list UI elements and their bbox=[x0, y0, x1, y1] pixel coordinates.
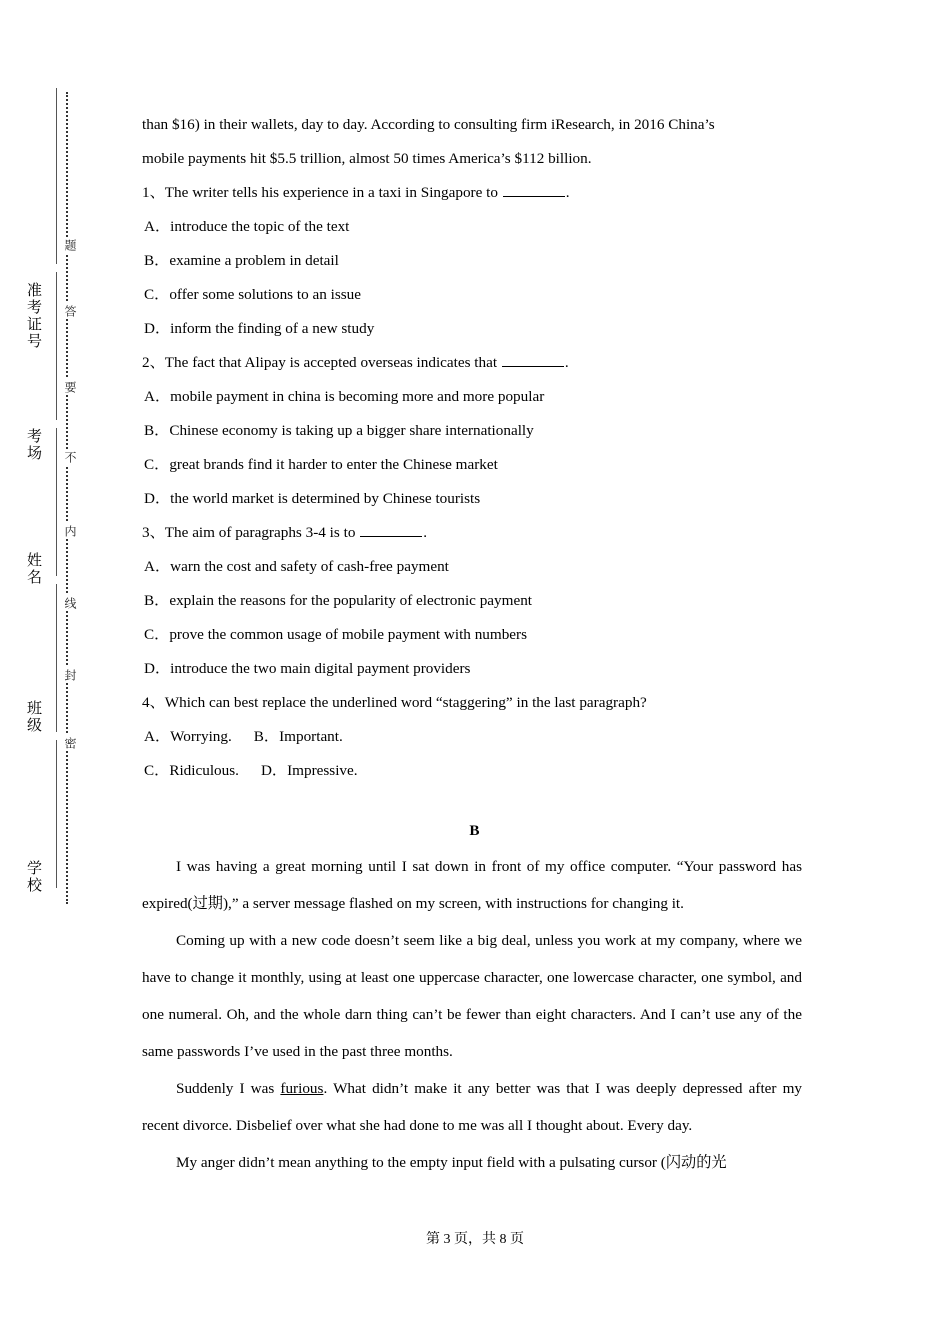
question-3-option-a[interactable] bbox=[142, 550, 802, 584]
option-text: Impressive. bbox=[287, 762, 358, 779]
seal-char-mi: 密 bbox=[58, 735, 76, 751]
seal-char-yao: 要 bbox=[58, 379, 76, 395]
option-text: explain the reasons for the popularity of electronic payment bbox=[169, 592, 533, 609]
underlined-word-furious: furious bbox=[280, 1080, 324, 1097]
option-text: the world market is determined by Chinese tourists bbox=[170, 490, 481, 507]
passage-b-heading: B bbox=[469, 822, 480, 839]
question-1-option-a[interactable] bbox=[142, 210, 802, 244]
option-text: Worrying. bbox=[170, 728, 232, 745]
question-3-text: The aim of paragraphs 3-4 is to bbox=[164, 524, 360, 541]
seal-char-xian: 线 bbox=[58, 595, 76, 611]
passage-b-paragraph-4 bbox=[142, 1144, 802, 1181]
option-letter: C． bbox=[144, 762, 170, 779]
paragraph-text-after: . What didn’t make it any better was that I was deeply depressed after my recent divorce. Disbelief over what she had done to me was all I thought about. Every day. bbox=[142, 1080, 802, 1134]
exam-content-column bbox=[142, 108, 802, 1181]
seal-solid-line-3 bbox=[56, 428, 57, 576]
option-letter: D． bbox=[144, 490, 171, 507]
paragraph-text: I was having a great morning until I sat down in front of my office computer. “Your password has expired(过期),” a server message flashed on my screen, with instructions for changing it. bbox=[142, 858, 802, 912]
question-2-option-d[interactable] bbox=[142, 482, 802, 516]
exam-room-label: 考场 bbox=[25, 428, 41, 462]
option-letter: D． bbox=[144, 320, 171, 337]
question-4-number: 4、 bbox=[142, 694, 165, 711]
exam-seal-margin bbox=[0, 0, 130, 1344]
question-2-blank bbox=[502, 354, 564, 367]
option-letter: A． bbox=[144, 728, 171, 745]
seal-char-da: 答 bbox=[58, 303, 76, 319]
seal-char-bu: 不 bbox=[58, 449, 76, 465]
option-letter: A． bbox=[144, 218, 171, 235]
option-letter: A． bbox=[144, 388, 171, 405]
passage-a-tail-line-1: than $16) in their wallets, day to day. According to consulting firm iResearch, in 2016 China’s bbox=[142, 116, 715, 133]
seal-solid-line-5 bbox=[56, 740, 57, 888]
question-2-option-c[interactable] bbox=[142, 448, 802, 482]
seal-dotted-line bbox=[66, 92, 68, 904]
exam-number-label: 准考证号 bbox=[25, 282, 41, 350]
option-text: offer some solutions to an issue bbox=[169, 286, 361, 303]
option-letter: C． bbox=[144, 456, 170, 473]
question-4-options-row-2[interactable] bbox=[142, 754, 802, 788]
question-3-number: 3、 bbox=[142, 524, 165, 541]
question-2-number: 2、 bbox=[142, 354, 165, 371]
seal-char-feng: 封 bbox=[58, 667, 76, 683]
passage-b-paragraph-1 bbox=[142, 848, 802, 922]
question-2-stem bbox=[142, 346, 802, 380]
section-spacer bbox=[142, 788, 802, 814]
question-1-blank bbox=[503, 184, 565, 197]
paragraph-text: My anger didn’t mean anything to the empty input field with a pulsating cursor (闪动的光 bbox=[176, 1154, 727, 1171]
seal-solid-line-4 bbox=[56, 584, 57, 732]
question-1-stem bbox=[142, 176, 802, 210]
option-letter: B． bbox=[144, 252, 170, 269]
question-3-blank bbox=[360, 524, 422, 537]
option-letter: B． bbox=[144, 592, 170, 609]
option-text: inform the finding of a new study bbox=[170, 320, 375, 337]
option-letter: A． bbox=[144, 558, 171, 575]
question-2-text: The fact that Alipay is accepted overseas indicates that bbox=[164, 354, 501, 371]
option-text: prove the common usage of mobile payment with numbers bbox=[169, 626, 527, 643]
question-4-stem bbox=[142, 686, 802, 720]
page-footer: 第 3 页，共 8 页 bbox=[426, 1232, 524, 1247]
seal-char-ti: 题 bbox=[58, 237, 76, 253]
question-3-option-c[interactable] bbox=[142, 618, 802, 652]
option-text: mobile payment in china is becoming more and more popular bbox=[170, 388, 545, 405]
class-label: 班级 bbox=[25, 700, 41, 734]
question-1-text: The writer tells his experience in a taxi in Singapore to bbox=[164, 184, 502, 201]
question-1-option-c[interactable] bbox=[142, 278, 802, 312]
question-3-option-d[interactable] bbox=[142, 652, 802, 686]
question-2-period: . bbox=[564, 354, 569, 371]
question-1-period: . bbox=[565, 184, 570, 201]
paragraph-text: Coming up with a new code doesn’t seem like a big deal, unless you work at my company, where we have to change it monthly, using at least one uppercase character, one lowercase character, one symbol, and one numeral. Oh, and the whole darn thing can’t be fewer than eight characters. And I can’t use any of the same passwords I’ve used in the past three months. bbox=[142, 932, 802, 1060]
option-letter: C． bbox=[144, 286, 170, 303]
option-letter: C． bbox=[144, 626, 170, 643]
passage-b-paragraph-3 bbox=[142, 1070, 802, 1144]
option-text: Ridiculous. bbox=[169, 762, 239, 779]
option-text: examine a problem in detail bbox=[169, 252, 339, 269]
option-letter: D． bbox=[260, 762, 288, 779]
option-letter: D． bbox=[144, 660, 171, 677]
seal-solid-line-1 bbox=[56, 88, 57, 264]
question-1-option-b[interactable] bbox=[142, 244, 802, 278]
question-2-option-a[interactable] bbox=[142, 380, 802, 414]
option-text: warn the cost and safety of cash-free payment bbox=[170, 558, 449, 575]
school-label: 学校 bbox=[25, 860, 41, 894]
question-4-options-row-1[interactable] bbox=[142, 720, 802, 754]
option-text: great brands find it harder to enter the Chinese market bbox=[169, 456, 498, 473]
question-3-option-b[interactable] bbox=[142, 584, 802, 618]
question-2-option-b[interactable] bbox=[142, 414, 802, 448]
option-text: Important. bbox=[279, 728, 343, 745]
question-4-text: Which can best replace the underlined word “staggering” in the last paragraph? bbox=[164, 694, 647, 711]
option-text: Chinese economy is taking up a bigger share internationally bbox=[169, 422, 534, 439]
option-letter: B． bbox=[144, 422, 170, 439]
option-letter: B． bbox=[253, 728, 280, 745]
question-1-number: 1、 bbox=[142, 184, 165, 201]
question-3-period: . bbox=[423, 524, 428, 541]
question-3-stem bbox=[142, 516, 802, 550]
option-text: introduce the two main digital payment providers bbox=[170, 660, 471, 677]
seal-solid-line-2 bbox=[56, 272, 57, 420]
seal-char-nei: 内 bbox=[58, 523, 76, 539]
paragraph-text-before: Suddenly I was bbox=[176, 1080, 281, 1097]
student-name-label: 姓名 bbox=[25, 552, 41, 586]
question-1-option-d[interactable] bbox=[142, 312, 802, 346]
passage-b-paragraph-2 bbox=[142, 922, 802, 1070]
option-text: introduce the topic of the text bbox=[170, 218, 350, 235]
passage-a-tail-line-2: mobile payments hit $5.5 trillion, almost 50 times America’s $112 billion. bbox=[142, 150, 592, 167]
